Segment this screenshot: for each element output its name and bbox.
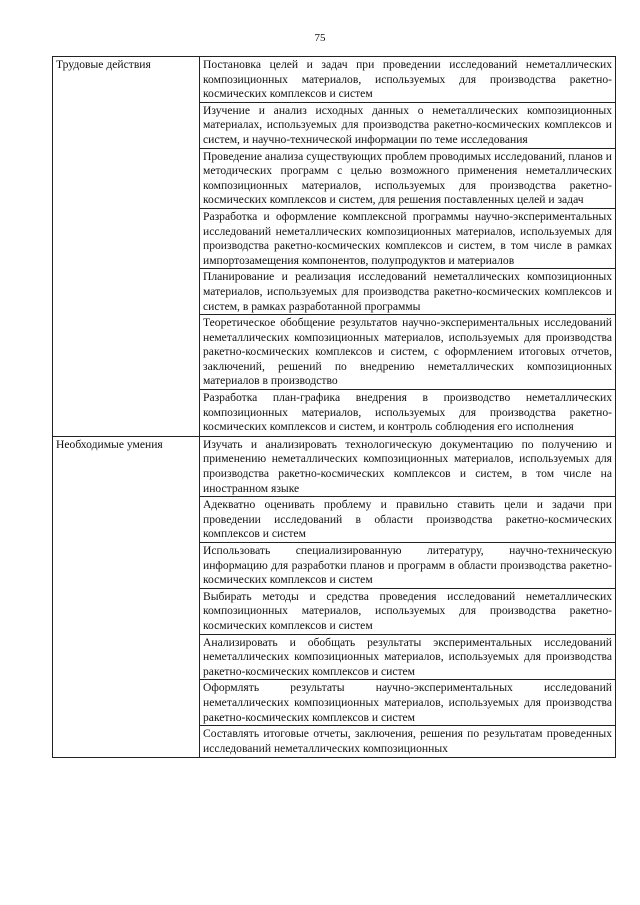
item-text: Использовать специализированную литературу, научно-техническую информацию для разработки планов и программ в области производства ракетно-космических комплексов и систем xyxy=(203,544,612,587)
table-row-labor-actions xyxy=(53,57,616,437)
item-text: Адекватно оценивать проблему и правильно ставить цели и задачи при проведении исследований в области производства ракетно-космических комплексов и систем xyxy=(203,498,612,541)
list-item xyxy=(200,542,615,588)
list-item xyxy=(200,102,615,148)
item-text: Проведение анализа существующих проблем проводимых исследований, планов и методических программ с целью возможного применения неметаллических композиционных материалов, используемых для производства ракетно-космических комплексов и систем, для решения поставленных целей и задач xyxy=(203,149,612,207)
list-item xyxy=(203,58,612,102)
item-text: Выбирать методы и средства проведения исследований неметаллических композиционных материалов, используемых для производства ракетно-космических комплексов и систем xyxy=(203,589,612,632)
item-text: Изучение и анализ исходных данных о неметаллических композиционных материалах, используемых для производства ракетно-космических комплексов и систем, и научно-технической информации по теме исследования xyxy=(203,103,612,146)
item-text: Постановка целей и задач при проведении исследований неметаллических композиционных материалов, используемых для производства ракетно-космических комплексов и систем xyxy=(203,58,612,101)
item-text: Разработка и оформление комплексной программы научно-экспериментальных исследований неметаллических композиционных материалов, используемых для производства ракетно-космических комплексов и систем, в том числе в рамках импортозамещения компонентов, полупродуктов и материалов xyxy=(203,209,612,267)
item-text: Составлять итоговые отчеты, заключения, решения по результатам проведенных исследований неметаллических композиционных xyxy=(203,727,612,755)
page-number: 75 xyxy=(314,32,326,44)
list-item xyxy=(200,725,615,756)
list-item xyxy=(200,148,615,208)
list-item xyxy=(203,438,612,496)
list-item xyxy=(200,389,615,435)
list-item xyxy=(200,634,615,680)
list-item xyxy=(200,268,615,314)
item-text: Оформлять результаты научно-экспериментальных исследований неметаллических композиционных материалов, используемых для производства ракетно-космических комплексов и систем xyxy=(203,681,612,724)
item-text: Изучать и анализировать технологическую документацию по получению и применению неметаллических композиционных материалов, используемых для производства ракетно-космических комплексов и систем, в том числе на иностранном языке xyxy=(203,437,612,495)
table-row-required-skills xyxy=(53,436,616,757)
competency-table xyxy=(52,56,616,758)
list-item xyxy=(200,314,615,389)
description-cell xyxy=(200,57,616,437)
list-item xyxy=(200,588,615,634)
list-item xyxy=(200,208,615,268)
list-item xyxy=(200,496,615,542)
description-cell xyxy=(200,436,616,757)
list-item xyxy=(200,679,615,725)
item-text: Планирование и реализация исследований неметаллических композиционных материалов, используемых для производства ракетно-космических комплексов и систем, в рамках разработанной программы xyxy=(203,270,612,313)
item-text: Разработка план-графика внедрения в производство неметаллических композиционных материалов, используемых для производства ракетно-космических комплексов и систем, и контроль соблюдения его исполнения xyxy=(203,391,612,434)
item-text: Анализировать и обобщать результаты экспериментальных исследований неметаллических композиционных материалов, используемых для производства ракетно-космических комплексов и систем xyxy=(203,635,612,678)
row-label: Трудовые действия xyxy=(53,57,200,437)
row-label: Необходимые умения xyxy=(53,436,200,757)
item-text: Теоретическое обобщение результатов научно-экспериментальных исследований неметаллических композиционных материалов, используемых для производства ракетно-космических комплексов и систем, с оформлением итоговых отчетов, заключений, решений по внедрению неметаллических композиционных материалов в производство xyxy=(203,316,612,388)
